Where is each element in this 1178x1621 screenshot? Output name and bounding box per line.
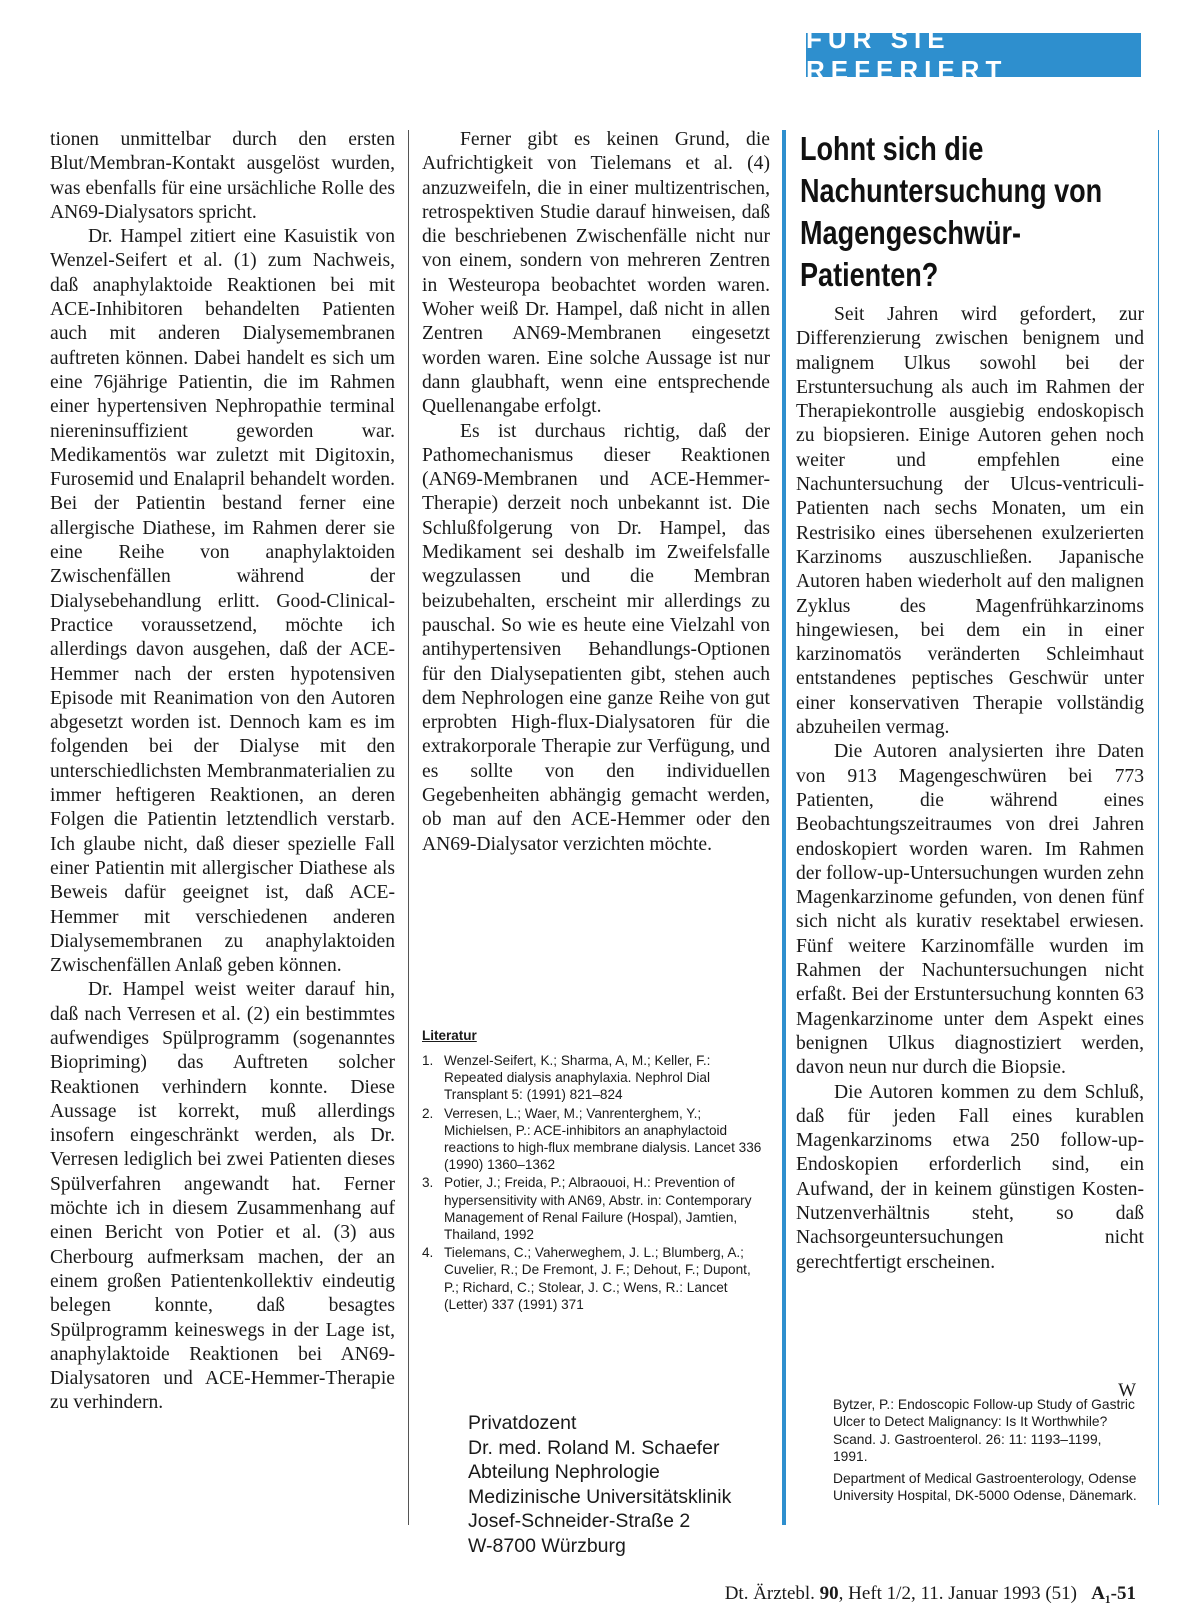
address-line: Privatdozent xyxy=(468,1412,577,1434)
paragraph: Seit Jahren wird gefordert, zur Differenzierung zwischen benignem und malignem Ulkus sowohl bei der Erstuntersuchung als auch im Rahmen der Therapiekontrolle ausgiebig endoskopisch zu biopsieren. Einige Autoren gehen noch weiter und empfehlen eine Nachuntersuchung der Ulcus-ventriculi-Patienten nach sechs Monaten, um ein Restrisiko eines übersehenen exulzerierten Karzinoms auszuschließen. Japanische Autoren haben wiederholt auf den malignen Zyklus des Magenfrühkarzinoms hingewiesen, bei dem ein in einer karzinomatös veränderten Schleimhaut entstandenes peptisches Geschwür unter einer konservativen Therapie vollständig abzuheilen vermag. xyxy=(796,304,1144,739)
paragraph: Ferner gibt es keinen Grund, die Aufrichtigkeit von Tielemans et al. (4) anzuzweifeln, die in einer multizentrischen, retrospektiven Studie darauf hinweisen, daß die beschriebenen Zwischenfälle nicht nur von einem, sondern von mehreren Zentren in Westeuropa beobachtet worden waren. Woher weiß Dr. Hampel, daß nicht in allen Zentren AN69-Membranen eingesetzt worden waren. Eine solche Aussage ist nur dann glaubhaft, wenn eine entsprechende Quellenangabe erfolgt. xyxy=(422,129,770,418)
paragraph: tionen unmittelbar durch den ersten Blut/Membran-Kontakt ausgelöst wurden, was ebenfalls für eine ursächliche Rolle des AN69-Dialysators spricht. xyxy=(50,129,395,223)
reference-text: Wenzel-Seifert, K.; Sharma, A, M.; Keller, F.: Repeated dialysis anaphylaxia. Nephrol Dial Transplant 5: (1991) 821–824 xyxy=(444,1053,711,1103)
address-line: Josef-Schneider-Straße 2 xyxy=(468,1510,691,1533)
footer-page-number: A₁-51 xyxy=(1091,1583,1136,1604)
paragraph: Dr. Hampel weist weiter darauf hin, daß nach Verresen et al. (2) ein bestimmtes aufwendiges Spülprogramm (sogenanntes Biopriming) das Auftreten solcher Reaktionen verhindern konnte. Diese Aussage ist korrekt, muß allerdings insofern eingeschränkt werden, als Dr. Verresen lediglich bei zwei Patienten dieses Spülverfahren angewandt hat. Ferner möchte ich in diesem Zusammenhang auf einen Bericht von Potier et al. (3) aus Cherbourg aufmerksam machen, der an einem großen Patientenkollektiv eindeutig belegen konnte, daß besagtes Spülprogramm keineswegs in der Lage ist, anaphylaktoide Reaktionen bei AN69-Dialysatoren und ACE-Hemmer-Therapie zu verhindern. xyxy=(50,979,395,1414)
address-line: Medizinische Universitätsklinik xyxy=(468,1485,732,1508)
article-headline: Lohnt sich die Nachuntersuchung von Magengeschwür-Patienten? xyxy=(800,130,1103,293)
footer-issue: , Heft 1/2, 11. Januar 1993 (51) xyxy=(838,1583,1077,1604)
source-block xyxy=(833,1396,1139,1508)
reference-text: Tielemans, C.; Vaherweghem, J. L.; Blumberg, A.; Cuvelier, R.; De Fremont, J. F.; Dehout, F.; Dupont, P.; Richard, C.; Stolear, J. C.; Wens, R.: Lancet (Letter) 337 (1991) 371 xyxy=(444,1245,751,1312)
reference-text: Potier, J.; Freida, P.; Albraouoi, H.: Prevention of hypersensitivity with AN69, Abstr. in: Contemporary Management of Renal Failure (Hospal), Jamtien, Thailand, 1992 xyxy=(444,1175,752,1243)
page-footer xyxy=(636,1583,1136,1605)
letter-column-1 xyxy=(50,128,395,1416)
section-banner: FÜR SIE REFERIERT xyxy=(806,33,1141,77)
paragraph: Dr. Hampel zitiert eine Kasuistik von Wenzel-Seifert et al. (1) zum Nachweis, daß anaphylaktoide Reaktionen bei mit ACE-Inhibitoren behandelten Patienten auch mit anderen Dialysemembranen auftreten können. Dabei handelt es sich um eine 76jährige Patientin, die im Rahmen einer hypertensiven Nephropathie terminal niereninsuffizient geworden war. Medikamentös war zuletzt mit Digitoxin, Furosemid und Enalapril behandelt worden. Bei der Patientin bestand ferner eine allergische Diathese, im Rahmen derer sie eine Reihe von anaphylaktoiden Zwischenfällen während der Dialysebehandlung erlitt. Good-Clinical-Practice voraussetzend, möchte ich allerdings davon ausgehen, daß der ACE-Hemmer nach der ersten hypotensiven Episode mit Reanimation von den Autoren abgesetzt worden ist. Dennoch kam es im folgenden bei der Dialyse mit den unterschiedlichsten Membranmaterialien zu immer heftigeren Reaktionen, an deren Folgen die Patientin letztendlich verstarb. Ich glaube nicht, daß dieser spezielle Fall einer Patientin mit allergischer Diathese als Beweis dafür geeignet ist, daß ACE-Hemmer mit verschiedenen anderen Dialysemembranen zu anaphylaktoiden Zwischenfällen Anlaß geben können. xyxy=(50,226,395,977)
summary-column xyxy=(796,303,1144,1275)
paragraph: Die Autoren analysierten ihre Daten von 913 Magengeschwüren bei 773 Patienten, die während eines Beobachtungszeitraumes von drei Jahren endoskopiert worden waren. Im Rahmen der follow-up-Untersuchungen wurden zehn Magenkarzinome gefunden, von denen fünf sich nicht als kurativ resektabel erwiesen. Fünf weitere Karzinomfälle wurden im Rahmen der Nachuntersuchungen nicht erfaßt. Bei der Erstuntersuchung konnten 63 Magenkarzinome unter dem Aspekt eines benignen Ulkus diagnostiziert werden, davon neun nur durch die Biopsie. xyxy=(796,741,1144,1079)
reference-list xyxy=(422,1052,768,1314)
address-line: Dr. med. Roland M. Schaefer xyxy=(468,1436,720,1459)
reference-item xyxy=(422,1052,768,1104)
reference-item xyxy=(422,1105,768,1174)
source-citation: Bytzer, P.: Endoscopic Follow-up Study of Gastric Ulcer to Detect Malignancy: Is It Worthwhile? Scand. J. Gastroenterol. 26: 11: 1193–1199, 1991. xyxy=(833,1397,1135,1465)
paragraph: Die Autoren kommen zu dem Schluß, daß für jeden Fall eines kurablen Magenkarzinoms etwa 250 follow-up-Endoskopien erforderlich sind, ein Aufwand, der in keinem günstigen Kosten-Nutzenverhältnis steht, so daß Nachsorgeuntersuchungen nicht gerechtfertigt erscheinen. xyxy=(796,1081,1144,1273)
footer-journal: Dt. Ärztebl. xyxy=(724,1583,815,1604)
references-heading: Literatur xyxy=(422,1028,477,1043)
author-initial: W xyxy=(1118,1380,1136,1401)
reference-number: 2. xyxy=(422,1105,434,1121)
source-affiliation: Department of Medical Gastroenterology, Odense University Hospital, DK-5000 Odense, Dänemark. xyxy=(833,1470,1137,1504)
author-address xyxy=(468,1411,788,1559)
reference-item xyxy=(422,1174,768,1243)
footer-volume: 90 xyxy=(819,1583,839,1604)
reference-item xyxy=(422,1244,768,1313)
column-divider xyxy=(408,130,409,1525)
letter-column-2 xyxy=(422,128,770,857)
address-line: Abteilung Nephrologie xyxy=(468,1461,660,1484)
accent-divider xyxy=(782,130,786,1525)
accent-divider-right xyxy=(1158,130,1159,1505)
address-line: W-8700 Würzburg xyxy=(468,1534,626,1557)
reference-number: 3. xyxy=(422,1175,434,1191)
reference-number: 1. xyxy=(422,1053,434,1068)
paragraph: Es ist durchaus richtig, daß der Pathomechanismus dieser Reaktionen (AN69-Membranen und ACE-Hemmer-Therapie) derzeit noch unbekannt ist. Die Schlußfolgerung von Dr. Hampel, das Medikament sei deshalb im Zweifelsfalle wegzulassen und die Membran beizubehalten, erscheint mir allerdings zu pauschal. So wie es heute eine Vielzahl von antihypertensiven Behandlungs-Optionen für den Dialysepatienten gibt, stehen auch dem Nephrologen eine ganze Reihe von gut erprobten High-flux-Dialysatoren für die extrakorporale Therapie zur Verfügung, und es sollte von den individuellen Gegebenheiten abhängig gemacht werden, ob man auf den ACE-Hemmer oder den AN69-Dialysator verzichten möchte. xyxy=(422,420,770,855)
reference-text: Verresen, L.; Waer, M.; Vanrenterghem, Y.; Michielsen, P.: ACE-inhibitors an anaphylactoid reactions to high-flux membrane dialysis. Lancet 336 (1990) 1360–1362 xyxy=(444,1105,762,1173)
reference-number: 4. xyxy=(422,1245,434,1261)
